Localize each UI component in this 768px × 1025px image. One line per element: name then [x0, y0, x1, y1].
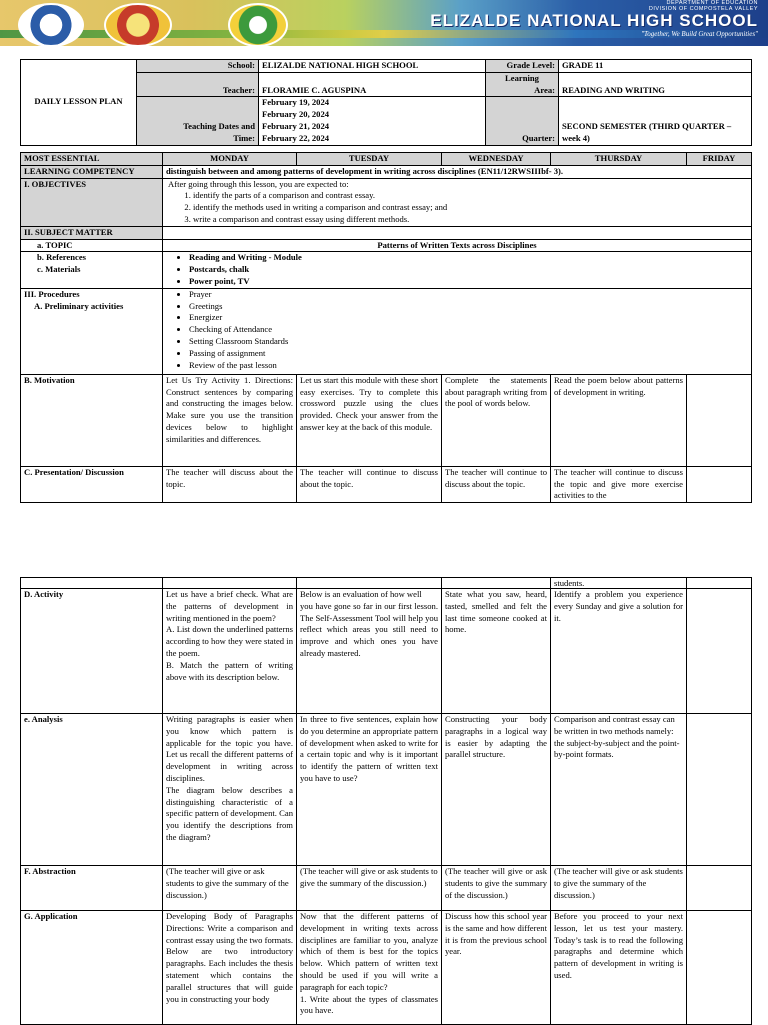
abstraction-wednesday: (The teacher will give or ask students to give the summary of the discussion.) [442, 866, 551, 911]
header-banner [0, 0, 768, 46]
quarter-value-2: week 4) [562, 132, 590, 143]
date-4: February 22, 2024 [262, 132, 330, 143]
subject-matter-empty [163, 226, 752, 239]
school-seal-icon [228, 3, 288, 46]
preliminary-item: • Setting Classroom Standards [189, 336, 748, 348]
continuation-wednesday [442, 578, 551, 589]
activity-monday-3: B. Match the pattern of writing above with its description below. [166, 659, 293, 682]
teaching-dates-label [137, 97, 259, 145]
motivation-tuesday: Let us start this module with these short easy exercises. Try to complete this crossword puzzle using the clues provided. Check your answer from the answer key at the back of this module. [297, 374, 442, 466]
preliminary-item: • Energizer [189, 312, 748, 324]
activity-tuesday [297, 589, 442, 714]
preliminary-item: • Greetings [189, 301, 748, 313]
day-tuesday: TUESDAY [297, 153, 442, 166]
materials-label: c. Materials [37, 264, 81, 275]
learning-area-label-1: Learning [505, 72, 539, 83]
analysis-thursday: Comparison and contrast essay can be written in two methods namely: the subject-by-subject and the point-by-point formats. [551, 714, 687, 866]
preliminary-item: • Review of the past lesson [189, 360, 748, 372]
activity-tuesday-2: you have gone so far in our first lesson. The Self-Assessment Tool will help you reflect which areas you still need to improve and which ones you have already mastered. [300, 600, 438, 658]
application-label: G. Application [21, 911, 163, 1025]
date-1: February 19, 2024 [262, 97, 330, 108]
references-materials-label [21, 252, 163, 288]
date-2: February 20, 2024 [262, 109, 330, 120]
deped-seal-icon [18, 3, 84, 46]
continuation-label [21, 578, 163, 589]
abstraction-thursday: (The teacher will give or ask students to give the summary of the discussion.) [551, 866, 687, 911]
procedures-label: III. Procedures [24, 288, 80, 299]
activity-monday-1: Let us have a brief check. What are the patterns of development in writing mentioned in the poem? [166, 589, 293, 623]
activity-friday [687, 589, 752, 714]
learning-competency: distinguish between and among patterns of development in writing across disciplines (EN11/12RWSIIIbf- 3). [163, 165, 752, 178]
presentation-thursday: The teacher will continue to discuss the topic and give more exercise activities to the [551, 466, 687, 502]
abstraction-monday: (The teacher will give or ask students to give the summary of the discussion.) [163, 866, 297, 911]
grade-value: GRADE 11 [559, 60, 752, 73]
dept-line-2: DIVISION OF COMPOSTELA VALLEY [648, 6, 758, 12]
abstraction-tuesday: (The teacher will give or ask students to give the summary of the discussion.) [297, 866, 442, 911]
activity-label: D. Activity [21, 589, 163, 714]
learning-area-value: READING AND WRITING [559, 72, 752, 97]
analysis-monday [163, 714, 297, 866]
abstraction-friday [687, 866, 752, 911]
school-motto: "Together, We Build Great Opportunities" [641, 30, 758, 38]
school-value: ELIZALDE NATIONAL HIGH SCHOOL [259, 60, 486, 73]
school-name-title: ELIZALDE NATIONAL HIGH SCHOOL [430, 11, 758, 30]
activity-tuesday-1: Below is an evaluation of how well [300, 589, 422, 599]
dept-line-1: DEPARTMENT OF EDUCATION [666, 0, 758, 6]
references-content [163, 252, 752, 288]
subject-matter-label: II. SUBJECT MATTER [21, 226, 163, 239]
application-monday: Developing Body of Paragraphs Directions: Write a comparison and contrast essay using the two formats. Below are two introductory paragraphs. Each includes the thesis statement which contains the parallel structures that will guide you in constructing your body [163, 911, 297, 1025]
analysis-label: e. Analysis [21, 714, 163, 866]
references-label: b. References [37, 252, 86, 263]
application-wednesday: Discuss how this school year is the same and how different it is from the previous school year. [442, 911, 551, 1025]
presentation-tuesday: The teacher will continue to discuss about the topic. [297, 466, 442, 502]
motivation-friday [687, 374, 752, 466]
analysis-monday-1: Writing paragraphs is easier when you know which pattern is applicable for the topic you have. Let us recall the different patterns of development in writing across disciplines. [166, 714, 293, 783]
reference-item: • Reading and Writing - Module [189, 252, 748, 264]
analysis-tuesday: In three to five sentences, explain how do you determine an appropriate pattern of development when asked to write for a certain topic and why is it important to identify the pattern of written text you have to use? [297, 714, 442, 866]
application-tuesday-1: Now that the different patterns of development in writing texts across disciplines are familiar to you, analyze which of them is best for the topics below. Which pattern of written text should be used if you will write a paragraph for each topic? [300, 911, 438, 992]
motivation-thursday: Read the poem below about patterns of development in writing. [551, 374, 687, 466]
reference-item: • Postcards, chalk [189, 264, 748, 276]
mec-label-2: LEARNING COMPETENCY [21, 165, 163, 178]
banner-text [430, 0, 758, 38]
continuation-friday [687, 578, 752, 589]
preliminary-content [163, 288, 752, 374]
activity-monday [163, 589, 297, 714]
presentation-wednesday: The teacher will continue to discuss about the topic. [442, 466, 551, 502]
lesson-plan-table-page-1 [20, 152, 752, 503]
procedures-label-cell [21, 288, 163, 374]
day-wednesday: WEDNESDAY [442, 153, 551, 166]
analysis-wednesday: Constructing your body paragraphs in a logical way is easier by adapting the parallel structure. [442, 714, 551, 866]
teaching-dates-label-2: Time: [233, 132, 255, 143]
quarter-label: Quarter: [486, 97, 559, 145]
learning-area-label [486, 72, 559, 97]
application-thursday: Before you proceed to your next lesson, let us test your mastery. Today’s task is to read the following paragraphs and determine which pattern of development in writing is used. [551, 911, 687, 1025]
activity-wednesday: State what you saw, heard, tasted, smelled and felt the last time someone cooked at home. [442, 589, 551, 714]
application-tuesday [297, 911, 442, 1025]
teacher-label: Teacher: [137, 72, 259, 97]
learning-area-label-2: Area: [534, 84, 555, 95]
lesson-plan-table-page-2 [20, 577, 752, 1025]
continuation-tuesday [297, 578, 442, 589]
presentation-friday [687, 466, 752, 502]
objectives-intro: After going through this lesson, you are expected to: [168, 178, 349, 189]
objective-item: 1. identify the parts of a comparison and contrast essay. [193, 190, 748, 202]
continuation-thursday: students. [551, 578, 687, 589]
analysis-friday [687, 714, 752, 866]
motivation-wednesday: Complete the statements about paragraph writing from the pool of words below. [442, 374, 551, 466]
preliminary-label: A. Preliminary activities [34, 300, 124, 311]
grade-label: Grade Level: [486, 60, 559, 73]
quarter-value [559, 97, 752, 145]
activity-monday-2: A. List down the underlined patterns according to how they were stated in the poem. [166, 624, 293, 658]
division-seal-icon [104, 3, 172, 46]
quarter-value-1: SECOND SEMESTER (THIRD QUARTER – [562, 120, 732, 131]
topic-value: Patterns of Written Texts across Disciplines [163, 239, 752, 252]
presentation-monday: The teacher will discuss about the topic. [163, 466, 297, 502]
continuation-monday [163, 578, 297, 589]
topic-label: a. TOPIC [21, 239, 163, 252]
analysis-monday-2: The diagram below describes a distinguishing characteristic of a specific pattern of development. Can you identify the descriptions from the diagram? [166, 784, 293, 842]
preliminary-item: • Passing of assignment [189, 348, 748, 360]
objectives-label: I. OBJECTIVES [21, 178, 163, 226]
school-label: School: [137, 60, 259, 73]
objective-item: 2. identify the methods used in writing a comparison and contrast essay; and [193, 202, 748, 214]
motivation-monday: Let Us Try Activity 1. Directions: Construct sentences by comparing and constructing the images below. Make sure you use the transition devices below to highlight similarities and differences. [163, 374, 297, 466]
preliminary-item: • Prayer [189, 289, 748, 301]
application-tuesday-2: 1. Write about the types of classmates you have. [300, 993, 438, 1016]
teaching-dates-value [259, 97, 486, 145]
objective-item: 3. write a comparison and contrast essay using different methods. [193, 214, 748, 226]
teacher-value: FLORAMIE C. AGUSPINA [259, 72, 486, 97]
date-3: February 21, 2024 [262, 120, 330, 131]
day-friday: FRIDAY [687, 153, 752, 166]
dlp-label: DAILY LESSON PLAN [21, 60, 137, 146]
day-monday: MONDAY [163, 153, 297, 166]
preliminary-item: • Checking of Attendance [189, 324, 748, 336]
application-friday [687, 911, 752, 1025]
objectives-content [163, 178, 752, 226]
activity-thursday: Identify a problem you experience every Sunday and give a solution for it. [551, 589, 687, 714]
abstraction-label: F. Abstraction [21, 866, 163, 911]
presentation-label: C. Presentation/ Discussion [21, 466, 163, 502]
day-thursday: THURSDAY [551, 153, 687, 166]
teaching-dates-label-1: Teaching Dates and [183, 120, 255, 131]
reference-item: • Power point, TV [189, 276, 748, 288]
lesson-header-table [20, 59, 752, 146]
motivation-label: B. Motivation [21, 374, 163, 466]
mec-label-1: MOST ESSENTIAL [21, 153, 163, 166]
